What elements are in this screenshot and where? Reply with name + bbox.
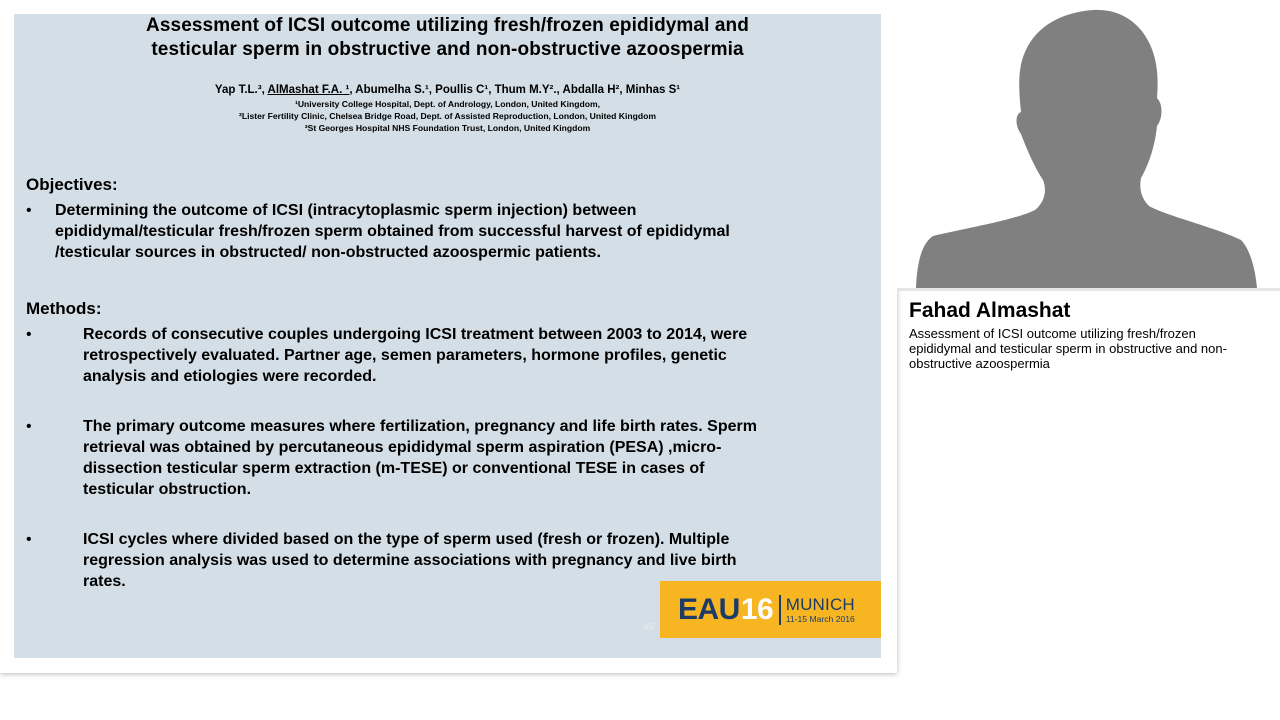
- presenting-author: AlMashat F.A. ¹: [267, 84, 350, 96]
- bullet-marker: •: [26, 202, 32, 219]
- bullet-line: dissection testicular sperm extraction (m-TESE) or conventional TESE in cases of: [83, 460, 705, 477]
- bullet-line: The primary outcome measures where fertilization, pregnancy and life birth rates. Sperm: [83, 418, 757, 435]
- bullet-line: retrieval was obtained by percutaneous epididymal sperm aspiration (PESA) ,micro-: [83, 439, 722, 456]
- author-list: [14, 83, 881, 97]
- logo-eau-text: EAU: [678, 592, 740, 626]
- bullet-marker: •: [26, 531, 32, 548]
- bullet-line: Records of consecutive couples undergoing ICSI treatment between 2003 to 2014, were: [83, 326, 748, 343]
- bullet-line: testicular obstruction.: [83, 481, 252, 498]
- bullet-line: analysis and etiologies were recorded.: [83, 368, 377, 385]
- affiliation-line: ¹University College Hospital, Dept. of Andrology, London, United Kingdom,: [294, 99, 601, 109]
- method-bullet: [26, 324, 866, 390]
- bullet-line: ICSI cycles where divided based on the type of sperm used (fresh or frozen). Multiple: [83, 531, 730, 548]
- affiliations: [14, 98, 881, 134]
- logo-dates: 11-15 March 2016: [785, 613, 855, 624]
- speaker-name: Fahad Almashat: [909, 299, 1071, 322]
- title-line: testicular sperm in obstructive and non-obstructive azoospermia: [151, 39, 744, 60]
- logo-city: MUNICH: [785, 594, 855, 614]
- bullet-line: epididymal/testicular fresh/frozen sperm obtained from successful harvest of epididymal: [55, 223, 730, 240]
- bullet-line: Determining the outcome of ICSI (intracytoplasmic sperm injection) between: [55, 202, 637, 219]
- objectives-heading: Objectives:: [26, 175, 118, 194]
- affiliation-line: ³St Georges Hospital NHS Foundation Trust, London, United Kingdom: [304, 123, 591, 133]
- logo-year-text: 16: [740, 592, 774, 626]
- bullet-marker: •: [26, 326, 32, 343]
- eau16-munich-logo: [660, 581, 881, 638]
- authors-after: , Abumelha S.¹, Poullis C¹, Thum M.Y²., Abdalla H², Minhas S¹: [349, 84, 681, 96]
- bullet-marker: •: [26, 418, 32, 435]
- authors-before: Yap T.L.³,: [214, 84, 268, 96]
- person-silhouette-icon: [897, 0, 1280, 288]
- affiliation-line: ²Lister Fertility Clinic, Chelsea Bridge Road, Dept. of Assisted Reproduction, London, United Kingdom: [239, 111, 656, 121]
- slide-title: [14, 14, 881, 62]
- method-bullet: [26, 416, 866, 502]
- logo-divider: [779, 595, 781, 625]
- objective-bullet: [26, 200, 866, 266]
- title-line: Assessment of ICSI outcome utilizing fresh/frozen epididymal and: [146, 15, 749, 36]
- logo-details: [786, 596, 855, 624]
- bullet-line: retrospectively evaluated. Partner age, semen parameters, hormone profiles, genetic: [83, 347, 727, 364]
- speaker-talk-title: Assessment of ICSI outcome utilizing fresh/frozen epididymal and testicular sperm in obstructive and non-obstructive azoospermia: [909, 326, 1227, 371]
- bullet-line: /testicular sources in obstructed/ non-obstructed azoospermic patients.: [55, 244, 601, 261]
- speaker-divider: [897, 288, 1280, 291]
- bullet-line: rates.: [83, 573, 126, 590]
- presentation-slide: [14, 14, 881, 658]
- speaker-photo: [897, 0, 1280, 288]
- methods-heading: Methods:: [26, 299, 102, 318]
- bullet-line: regression analysis was used to determine associations with pregnancy and live birth: [83, 552, 737, 569]
- slide-number: 45: [643, 622, 655, 633]
